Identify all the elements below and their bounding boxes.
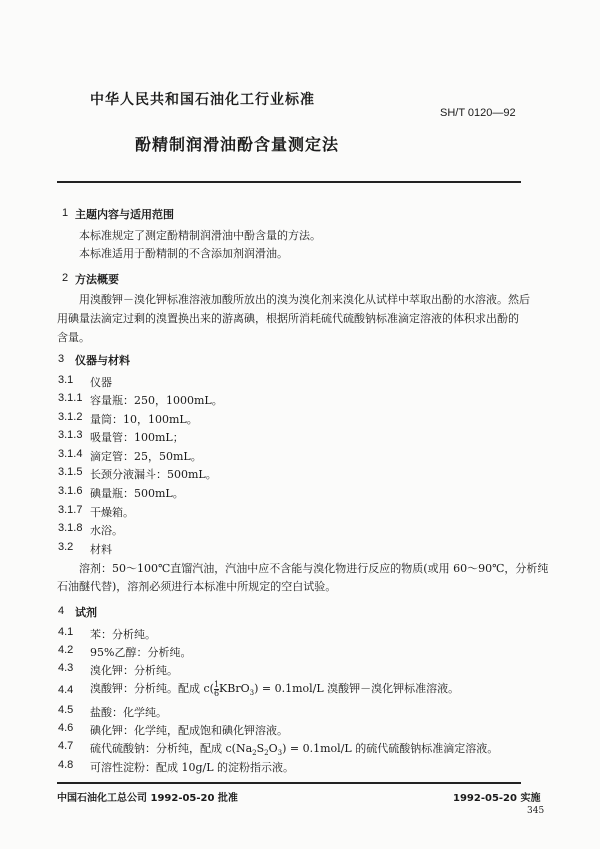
item-4-7: 硫代硫酸钠：分析纯，配成 $c(Na_2S_2O_3) = 0.1mol/L$ 的硫代硫酸钠标准滴定溶液。: [90, 742, 499, 758]
section-heading: 主题内容与适用范围: [75, 208, 174, 221]
item-text: 95%乙醇：分析纯。: [90, 646, 192, 659]
item-text: 碘化钾：化学纯，配成饱和碘化钾溶液。: [90, 724, 288, 737]
item-text: 滴定管：25，50mL。: [90, 450, 202, 463]
item-number: 4.7: [58, 740, 74, 752]
paragraph: 本标准适用于酚精制的不含添加剂润滑油。: [79, 247, 288, 260]
section-number: 2: [62, 272, 69, 284]
section-heading: 试剂: [75, 606, 97, 619]
item-number: 3.1.5: [58, 466, 83, 478]
item-number: 3.1.2: [58, 411, 83, 423]
item-number: 3.1.4: [58, 448, 83, 460]
item-number: 3.1.3: [58, 429, 83, 441]
item-number: 4.3: [58, 662, 74, 674]
item-number: 3.1.6: [58, 485, 83, 497]
page-number: 345: [527, 806, 545, 816]
section-number: 4: [58, 605, 65, 617]
section-number: 3: [58, 353, 65, 365]
item-text: 盐酸：化学纯。: [90, 706, 167, 719]
item-text: 长颈分液漏斗：500mL。: [90, 468, 217, 481]
paragraph-line: 含量。: [57, 331, 90, 344]
item-text: 干燥箱。: [90, 506, 134, 519]
paragraph-line: 用溴酸钾－溴化钾标准溶液加酸所放出的溴为溴化剂来溴化从试样中萃取出酚的水溶液。然后: [79, 293, 530, 306]
item-text: 水浴。: [90, 524, 123, 537]
section-number: 1: [62, 207, 69, 219]
item-number: 3.1.8: [58, 522, 83, 534]
item-number: 3.1.7: [58, 504, 83, 516]
item-number: 4.6: [58, 722, 74, 734]
item-number: 4.8: [58, 759, 74, 771]
item-4-8: 可溶性淀粉：配成 10g/L 的淀粉指示液。: [90, 761, 295, 774]
issued-date: 中国石油化工总公司 1992-05-20 批准: [57, 793, 238, 804]
item-number: 3.1.1: [58, 392, 83, 404]
document-title: 酚精制润滑油酚含量测定法: [135, 135, 340, 154]
item-text: 苯：分析纯。: [90, 628, 156, 641]
paragraph-line: 石油醚代替)，溶剂必须进行本标准中所规定的空白试验。: [57, 580, 337, 593]
item-text: 溴化钾：分析纯。: [90, 664, 178, 677]
section-heading: 方法概要: [75, 273, 119, 286]
item-number: 4.1: [58, 626, 74, 638]
item-text: 量筒：10，100mL。: [90, 413, 198, 426]
paragraph: 本标准规定了测定酚精制润滑油中酚含量的方法。: [79, 229, 321, 242]
header-rule: [57, 181, 521, 183]
item-text: 仪器: [90, 376, 112, 389]
item-number: 4.4: [58, 684, 74, 696]
item-number: 3.2: [58, 541, 74, 553]
item-4-4: 溴酸钾：分析纯。配成 c( $\frac{1}{6}$ KBrO$_3$) = 0.1mol/L 溴酸钾－溴化钾标准溶液。: [90, 679, 460, 698]
section-heading: 仪器与材料: [75, 354, 130, 367]
paragraph-line: 溶剂：50～100℃直馏汽油，汽油中应不含能与溴化物进行反应的物质(或用 60～90℃，分析纯: [79, 562, 549, 575]
footer-rule: [57, 782, 521, 784]
item-number: 3.1: [58, 374, 74, 386]
item-number: 4.2: [58, 644, 74, 656]
item-text: 碘量瓶：500mL。: [90, 487, 184, 500]
item-text: 材料: [90, 543, 112, 556]
standard-code: SH/T 0120—92: [440, 107, 516, 119]
item-text: 容量瓶：250，1000mL。: [90, 394, 223, 407]
paragraph-line: 用碘量法滴定过剩的溴置换出来的游离碘，根据所消耗硫代硫酸钠标准滴定溶液的体积求出酚的: [57, 312, 519, 325]
org-title: 中华人民共和国石油化工行业标准: [90, 92, 315, 108]
item-number: 4.5: [58, 704, 74, 716]
effective-date: 1992-05-20 实施: [453, 793, 541, 804]
item-text: 吸量管：100mL；: [90, 431, 184, 444]
